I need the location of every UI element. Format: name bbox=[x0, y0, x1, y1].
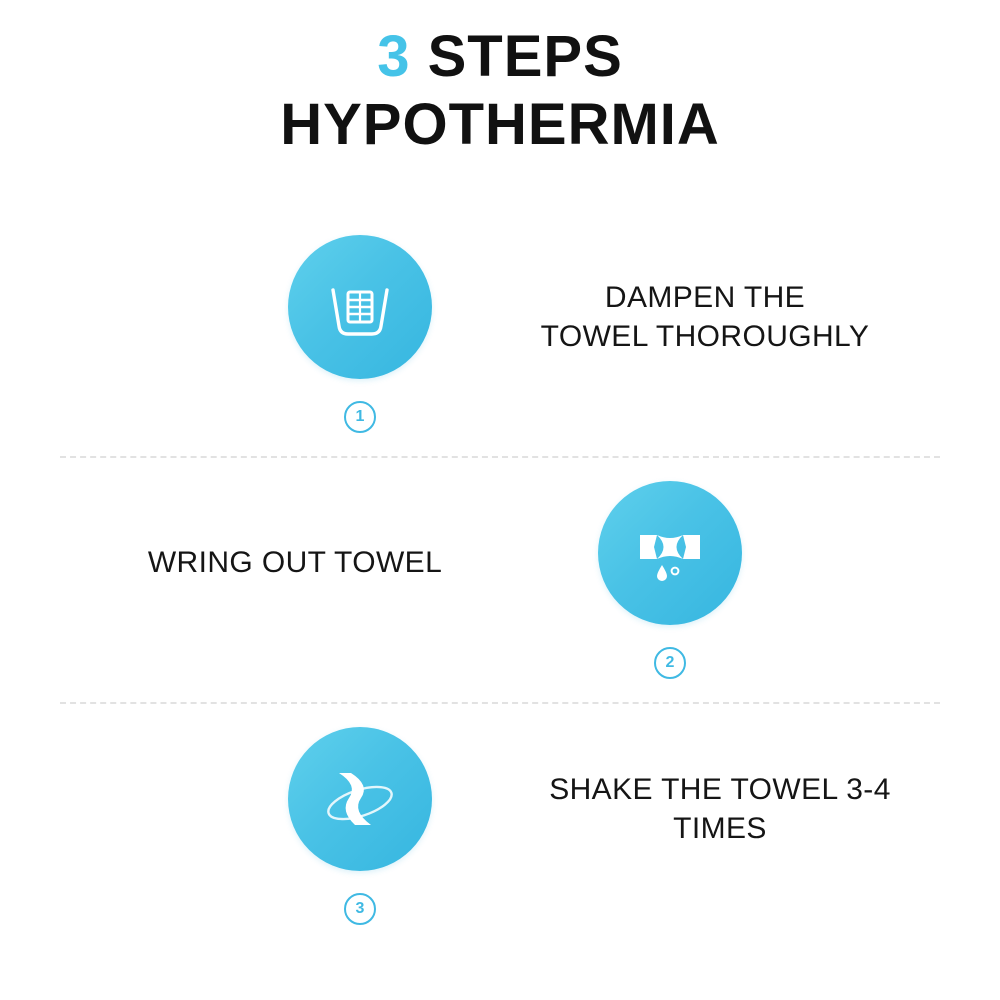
step-2-text-column bbox=[60, 543, 520, 616]
step-1-label bbox=[541, 278, 870, 356]
step-1-icon-column bbox=[210, 235, 510, 433]
title-steps-word: STEPS bbox=[427, 24, 623, 89]
step-3-number-badge: 3 bbox=[344, 893, 376, 925]
step-3-text-column bbox=[510, 770, 940, 882]
shake-towel-icon bbox=[288, 727, 432, 871]
step-1-label-line2: TOWEL THOROUGHLY bbox=[540, 319, 870, 353]
step-2-label: WRING OUT TOWEL bbox=[147, 546, 443, 580]
step-2-icon-column bbox=[520, 481, 820, 679]
page-title bbox=[0, 0, 1000, 158]
title-line-one bbox=[0, 26, 1000, 89]
step-1-text-column bbox=[510, 278, 940, 390]
step-1-number-badge: 1 bbox=[344, 401, 376, 433]
step-1-label-line1: DAMPEN THE bbox=[604, 280, 806, 314]
step-item-3 bbox=[0, 704, 1000, 948]
step-3-icon-column bbox=[210, 727, 510, 925]
wring-towel-droplets-icon bbox=[598, 481, 742, 625]
step-item-1 bbox=[0, 212, 1000, 456]
step-3-label: SHAKE THE TOWEL 3-4 TIMES bbox=[549, 772, 891, 845]
steps-list bbox=[0, 212, 1000, 948]
step-2-number-badge: 2 bbox=[654, 647, 686, 679]
step-item-2 bbox=[0, 458, 1000, 702]
title-step-count: 3 bbox=[377, 24, 411, 89]
towel-in-water-basin-icon bbox=[288, 235, 432, 379]
title-line-two: HYPOTHERMIA bbox=[280, 91, 720, 157]
